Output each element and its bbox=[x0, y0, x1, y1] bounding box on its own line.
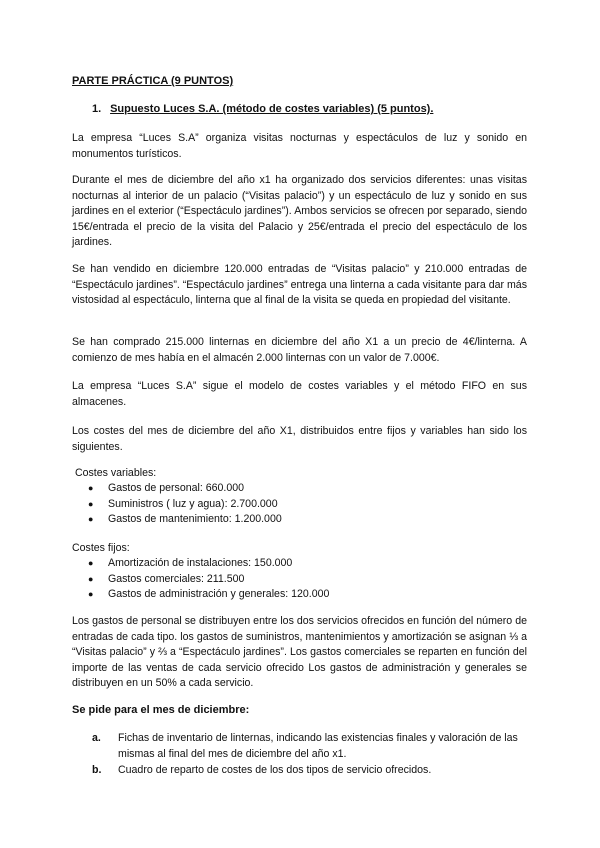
paragraph-distribution: Los gastos de personal se distribuyen entre los dos servicios ofrecidos en función del número de entradas de cada tipo. los gastos de suministros, mantenimientos y amortización se asignan ⅓ a “Visitas palacio” y ⅔ a “Espectáculo jardines”. Los gastos comerciales se reparten en función del importe de las ventas de cada servicio ofrecido Los gastos de administración y generales se distribuyen en un 50% a cada servicio. bbox=[72, 615, 527, 689]
paragraph-services: Durante el mes de diciembre del año x1 ha organizado dos servicios diferentes: unas visitas nocturnas al interior de un palacio (“Visitas palacio”) y un espectáculo de luz y sonido en sus jardines en el exterior (“Espectáculo jardines”). Ambos servicios se ofrecen por separado, siendo 15€/entrada el precio de la visita del Palacio y 25€/entrada el precio del espectáculo de los jardines. bbox=[72, 174, 527, 248]
list-item: ● Gastos comerciales: 211.500 bbox=[88, 572, 329, 588]
variable-costs-heading: Costes variables: bbox=[72, 467, 157, 479]
fixed-costs-heading: Costes fijos: bbox=[72, 542, 130, 554]
task-letter: a. bbox=[92, 732, 101, 744]
list-item: ● Gastos de personal: 660.000 bbox=[88, 481, 282, 497]
list-item: ● Gastos de mantenimiento: 1.200.000 bbox=[88, 512, 282, 528]
task-text: Fichas de inventario de linternas, indicando las existencias finales y valoración de las mismas al final del mes de diciembre del año x1. bbox=[118, 732, 518, 760]
task-item-a bbox=[92, 731, 527, 762]
section-number: 1. bbox=[92, 103, 102, 115]
variable-costs-list bbox=[88, 481, 282, 528]
ask-heading: Se pide para el mes de diciembre: bbox=[72, 704, 250, 716]
paragraph-costs: Los costes del mes de diciembre del año X1, distribuidos entre fijos y variables han sido los siguientes. bbox=[72, 425, 527, 453]
paragraph-purchases: Se han comprado 215.000 linternas en diciembre del año X1 a un precio de 4€/linterna. A comienzo de mes había en el almacén 2.000 linternas con un valor de 7.000€. bbox=[72, 336, 527, 364]
fixed-costs-list bbox=[88, 556, 329, 603]
list-item: ● Suministros ( luz y agua): 2.700.000 bbox=[88, 497, 282, 513]
section-title-text: Supuesto Luces S.A. (método de costes variables) (5 puntos). bbox=[110, 103, 434, 115]
list-item: ● Gastos de administración y generales: 120.000 bbox=[88, 587, 329, 603]
task-list bbox=[92, 731, 527, 780]
paragraph-sales: Se han vendido en diciembre 120.000 entradas de “Visitas palacio” y 210.000 entradas de “Espectáculo jardines”. “Espectáculo jardines” entrega una linterna a cada visitante para dar más vistosidad al espectáculo, linterna que al final de la visita se queda en propiedad del visitante. bbox=[72, 263, 527, 306]
section-title bbox=[92, 103, 433, 115]
part-title: PARTE PRÁCTICA (9 PUNTOS) bbox=[72, 75, 234, 87]
task-letter: b. bbox=[92, 764, 102, 776]
task-text: Cuadro de reparto de costes de los dos tipos de servicio ofrecidos. bbox=[118, 764, 432, 776]
list-item: ● Amortización de instalaciones: 150.000 bbox=[88, 556, 329, 572]
paragraph-intro: La empresa “Luces S.A” organiza visitas nocturnas y espectáculos de luz y sonido en monumentos turísticos. bbox=[72, 132, 527, 160]
paragraph-model: La empresa “Luces S.A” sigue el modelo de costes variables y el método FIFO en sus almacenes. bbox=[72, 380, 527, 408]
task-item-b bbox=[92, 763, 527, 779]
